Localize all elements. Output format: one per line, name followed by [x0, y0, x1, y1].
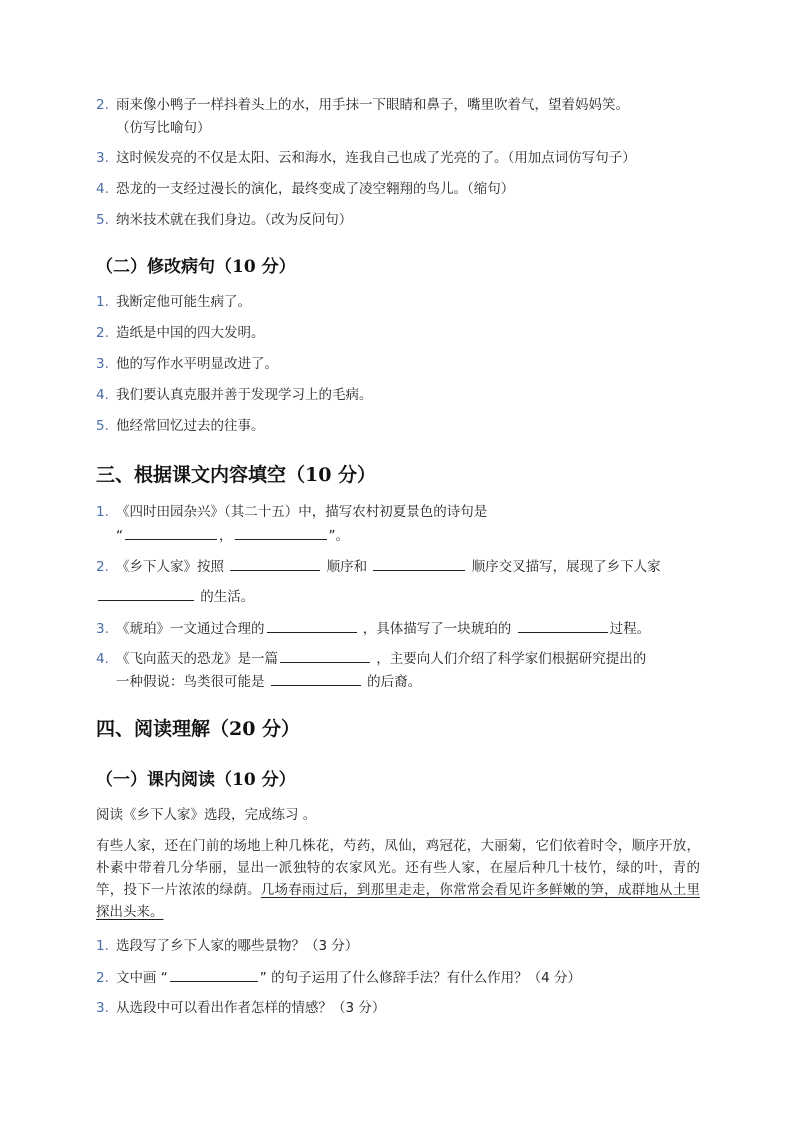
question-number: 3. [96, 621, 109, 637]
question-number: 2. [96, 970, 109, 986]
passage-text: 有些人家，还在门前的场地上种几株花，芍药，凤仙，鸡冠花，大丽菊，它们依着时令，顺序开放，朴素中带着几分华丽，显出一派独特的农家风光。还有些人家，在屋后种几十枝竹，绿的叶，青的竿，投下一片浓浓的绿荫。 [96, 838, 700, 898]
section-heading-fill-in: 三、根据课文内容填空（10 分） [96, 464, 377, 486]
question-text: ” 的句子运用了什么修辞手法？有什么作用？（4 分） [259, 970, 581, 986]
question-text: 的后裔。 [367, 674, 422, 690]
correction-item-3 [96, 354, 278, 374]
fill-question-4 [96, 648, 646, 669]
answer-blank[interactable] [235, 525, 327, 540]
reading-question-3 [96, 998, 385, 1018]
question-text: 他经常回忆过去的往事。 [116, 418, 265, 434]
rewrite-question-2-note: （仿写比喻句） [116, 120, 211, 136]
answer-blank[interactable] [230, 556, 320, 571]
question-text: 的生活。 [200, 589, 255, 605]
question-text: 过程。 [609, 621, 651, 637]
fill-question-2 [96, 556, 661, 577]
fill-question-1 [96, 502, 487, 522]
question-number: 3. [96, 150, 109, 166]
section-heading-sentence-correction: （二）修改病句（10 分） [96, 257, 296, 277]
question-number: 5. [96, 418, 109, 434]
question-text: 《飞向蓝天的恐龙》是一篇 [116, 651, 278, 667]
question-text: 《乡下人家》按照 [116, 559, 224, 575]
question-text: 我断定他可能生病了。 [116, 294, 251, 310]
section-heading-reading: 四、阅读理解（20 分） [96, 718, 301, 740]
question-number: 3. [96, 356, 109, 372]
question-text: 恐龙的一支经过漫长的演化，最终变成了凌空翱翔的鸟儿。（缩句） [116, 181, 515, 197]
question-number: 3. [96, 1000, 109, 1016]
question-text: 顺序和 [326, 559, 368, 575]
answer-blank[interactable] [271, 671, 361, 686]
question-text: 从选段中可以看出作者怎样的情感？（3 分） [116, 1000, 386, 1016]
question-number: 2. [96, 325, 109, 341]
question-number: 4. [96, 181, 109, 197]
rewrite-question-2 [96, 95, 629, 115]
question-text: 这时候发亮的不仅是太阳、云和海水，连我自己也成了光亮的了。（用加点词仿写句子） [116, 150, 636, 166]
rewrite-question-5 [96, 210, 352, 230]
reading-question-2 [96, 967, 581, 988]
answer-blank[interactable] [125, 525, 217, 540]
fill-question-3 [96, 618, 650, 639]
question-text: 造纸是中国的四大发明。 [116, 325, 265, 341]
rewrite-question-4 [96, 179, 514, 199]
close-quote: ”。 [328, 528, 349, 544]
question-number: 1. [96, 504, 109, 520]
question-number: 4. [96, 651, 109, 667]
underline-marker [170, 967, 258, 982]
correction-item-2 [96, 323, 265, 343]
question-text: 《四时田园杂兴》（其二十五）中，描写农村初夏景色的诗句是 [116, 504, 488, 520]
question-text: 雨来像小鸭子一样抖着头上的水，用手抹一下眼睛和鼻子，嘴里吹着气，望着妈妈笑。 [116, 97, 629, 113]
sub-heading-in-class-reading: （一）课内阅读（10 分） [96, 770, 296, 790]
question-text: 纳米技术就在我们身边。（改为反问句） [116, 212, 353, 228]
question-number: 1. [96, 294, 109, 310]
fill-question-4-continued [116, 671, 421, 692]
correction-item-5 [96, 416, 265, 436]
question-text: 选段写了乡下人家的哪些景物？（3 分） [116, 938, 359, 954]
question-number: 5. [96, 212, 109, 228]
open-quote: “ [116, 528, 123, 544]
question-number: 2. [96, 559, 109, 575]
question-text: 一种假说：鸟类很可能是 [116, 674, 265, 690]
rewrite-question-3 [96, 148, 636, 168]
comma: ， [219, 528, 233, 544]
correction-item-1 [96, 292, 251, 312]
question-text: 顺序交叉描写，展现了乡下人家 [471, 559, 661, 575]
question-text: 《琥珀》一文通过合理的 [116, 621, 265, 637]
correction-item-4 [96, 385, 373, 405]
answer-blank[interactable] [98, 586, 194, 601]
question-text: ，主要向人们介绍了科学家们根据研究提出的 [376, 651, 647, 667]
question-text: 我们要认真克服并善于发现学习上的毛病。 [116, 387, 373, 403]
reading-instructions: 阅读《乡下人家》选段，完成练习 。 [96, 807, 317, 823]
reading-question-1 [96, 936, 358, 956]
answer-blank[interactable] [267, 618, 357, 633]
question-text: 文中画 “ [116, 970, 168, 986]
answer-blank[interactable] [280, 648, 370, 663]
question-text: 他的写作水平明显改进了。 [116, 356, 278, 372]
answer-blank[interactable] [373, 556, 465, 571]
fill-question-1-blanks [116, 525, 349, 546]
answer-blank[interactable] [518, 618, 608, 633]
fill-question-2-continued [96, 586, 254, 607]
question-number: 4. [96, 387, 109, 403]
question-text: ，具体描写了一块琥珀的 [362, 621, 512, 637]
reading-passage [96, 835, 700, 923]
question-number: 2. [96, 97, 109, 113]
underlined-sentence: 几场春雨过后，到那里走走，你常常会看见许多鲜嫩的笋，成群地从土里探出头来。 [96, 882, 701, 920]
question-number: 1. [96, 938, 109, 954]
